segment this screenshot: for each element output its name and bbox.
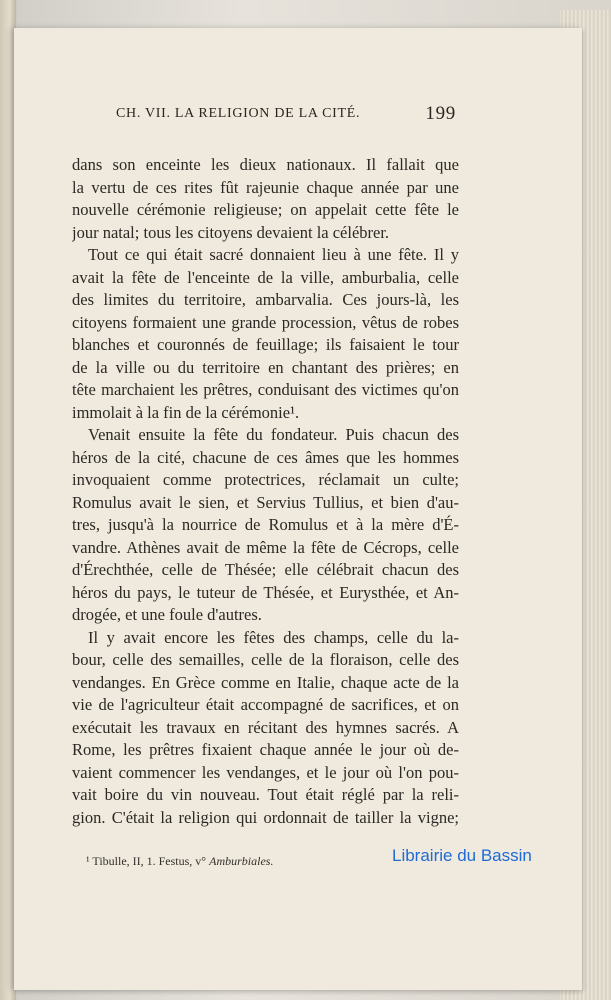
text-line: dans son enceinte les dieux nationaux. Il fallait que [72,155,459,174]
text-line: exécutait les travaux en récitant des hymnes sacrés. A [72,717,459,737]
text-line: citoyens formaient une grande procession, vêtus de robes [72,312,459,332]
text-line: nouvelle cérémonie religieuse; on appelait cette fête le [72,200,459,219]
page-number: 199 [425,103,456,124]
footnote-text: Tibulle, II, 1. Festus, v° [92,854,207,868]
text-line: de la ville ou du territoire en chantant des prières; en [72,357,459,377]
body-text [72,154,459,829]
text-line: tête marchaient les prêtres, conduisant des victimes qu'on [72,380,459,399]
text-line: d'Érechthée, celle de Thésée; elle célébrait chacun des [72,560,459,579]
text-line: invoquaient comme protectrices, réclamait un culte; [72,470,459,489]
footnote-italic: Amburbiales. [209,854,274,868]
text-line: héros de la cité, chacune de ces âmes que les hommes [72,447,459,467]
text-line: vaient commencer les vendanges, et le jour où l'on pou- [72,762,459,782]
text-line: immolait à la fin de la cérémonie¹. [72,402,300,422]
text-line: drogée, et une foule d'autres. [72,605,262,624]
text-line: bour, celle des semailles, celle de la floraison, celle des [72,650,459,669]
text-line: vait boire du vin nouveau. Tout était réglé par la reli- [72,785,459,804]
text-line: Venait ensuite la fête du fondateur. Puis chacun des [88,425,459,444]
text-line: héros du pays, le tuteur de Thésée, et Eurysthée, et An- [72,582,459,602]
text-line: gion. C'était la religion qui ordonnait de tailler la vigne; [72,807,459,827]
text-line: la vertu de ces rites fût rajeunie chaque année par une [72,177,459,197]
text-line: vandre. Athènes avait de même la fête de Cécrops, celle [72,537,459,557]
text-line: vie de l'agriculteur était accompagné de sacrifices, et on [72,695,459,714]
text-line: tres, jusqu'à la nourrice de Romulus et à la mère d'É- [72,515,459,534]
running-title: CH. VII. LA RELIGION DE LA CITÉ. [116,106,361,121]
text-line: Rome, les prêtres fixaient chaque année le jour où de- [72,740,459,759]
text-line: avait la fête de l'enceinte de la ville, amburbalia, celle [72,267,459,287]
text-line: jour natal; tous les citoyens devaient la célébrer. [72,222,390,242]
watermark-text: Librairie du Bassin [392,846,532,865]
text-line: blanches et couronnés de feuillage; ils faisaient le tour [72,335,459,354]
text-line: Romulus avait le sien, et Servius Tullius, et bien d'au- [72,492,459,512]
text-line: vendanges. En Grèce comme en Italie, chaque acte de la [72,672,459,692]
footnote-marker: ¹ [86,854,90,868]
text-line: Il y avait encore les fêtes des champs, celle du la- [88,627,459,647]
text-line: des limites du territoire, ambarvalia. Ces jours-là, les [72,290,459,309]
text-line: Tout ce qui était sacré donnaient lieu à une fête. Il y [88,245,459,264]
running-head [116,103,456,125]
